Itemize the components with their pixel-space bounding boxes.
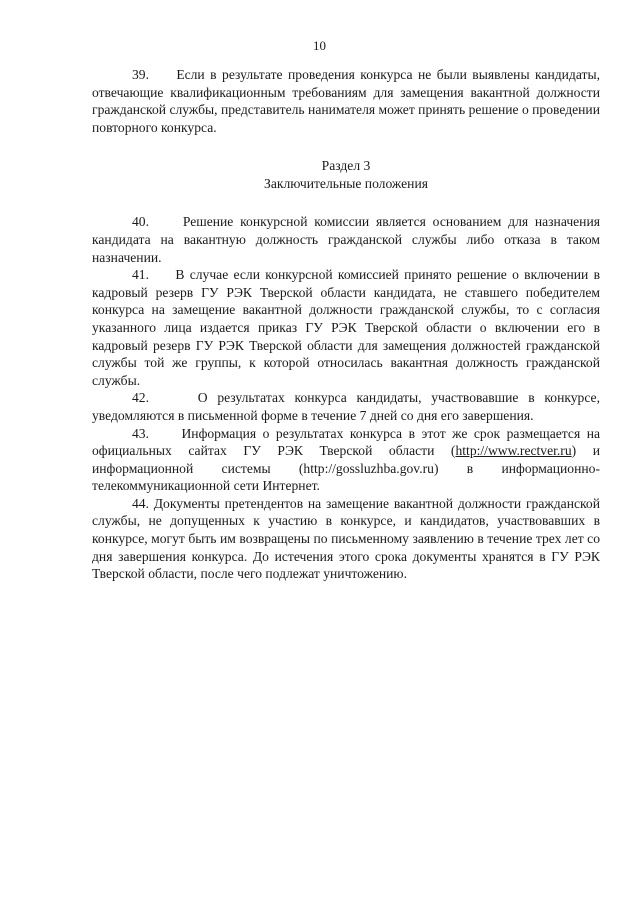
paragraph-text: О результатах конкурса кандидаты, участвовавшие в конкурсе, уведомляются в письменной форме в течение 7 дней со дня его завершения. — [92, 390, 600, 423]
paragraph-text: Если в результате проведения конкурса не были выявлены кандидаты, отвечающие квалификационным требованиям для замещения вакантной должности гражданской службы, представитель нанимателя может принять решение о проведении повторного конкурса. — [92, 67, 601, 135]
section-title: Раздел 3 — [321, 158, 371, 174]
paragraph-42 — [92, 389, 600, 424]
paragraph-41 — [92, 266, 600, 389]
document-body — [92, 66, 600, 583]
paragraph-number: 39. — [132, 67, 149, 82]
paragraph-number: 43. — [132, 425, 149, 441]
gossluzhba-link: http://gossluzhba.gov.ru — [303, 460, 434, 476]
paragraph-number: 44. — [132, 495, 149, 511]
paragraph-number: 40. — [132, 214, 149, 230]
paragraph-text: ) в информационно-телекоммуникационной сети Интернет. — [92, 460, 600, 494]
paragraph-number: 42. — [132, 390, 149, 406]
paragraph-text: Информация о результатах конкурса в этот же срок размещается на официальных сайтах ГУ РЭК Тверской области ( — [92, 425, 600, 459]
paragraph-text: Документы претендентов на замещение вакантной должности гражданской службы, не допущенных к участию в конкурсе, и кандидатов, участвовавших в конкурсе, могут быть им возвращены по письменному заявлению в течение трех лет со дня завершения конкурса. До истечения этого срока документы хранятся в ГУ РЭК Тверской области, после чего подлежат уничтожению. — [92, 495, 600, 582]
section-subtitle: Заключительные положения — [264, 176, 428, 192]
section-heading — [92, 157, 600, 193]
paragraph-text: ) и информационной системы ( — [92, 443, 600, 476]
paragraph-40 — [92, 213, 600, 266]
paragraph-number: 41. — [132, 267, 149, 283]
paragraph-text: В случае если конкурсной комиссией принято решение о включении в кадровый резерв ГУ РЭК Тверской области кандидата, не ставшего победителем конкурса на замещение вакантной должности гражданской службы, то с согласия указанного лица издается приказ ГУ РЭК Тверской области о включении его в кадровый резерв ГУ РЭК Тверской области для замещения должностей гражданской службы той же группы, к которой относилась вакантная должность гражданской службы. — [92, 267, 600, 388]
paragraph-43 — [92, 425, 600, 495]
paragraph-44 — [92, 495, 600, 583]
paragraph-39 — [92, 66, 600, 136]
rectver-link[interactable]: http://www.rectver.ru — [455, 443, 572, 459]
page-number: 10 — [313, 38, 326, 53]
paragraph-text: Решение конкурсной комиссии является основанием для назначения кандидата на вакантную должность гражданской службы либо отказа в таком назначении. — [92, 214, 600, 265]
